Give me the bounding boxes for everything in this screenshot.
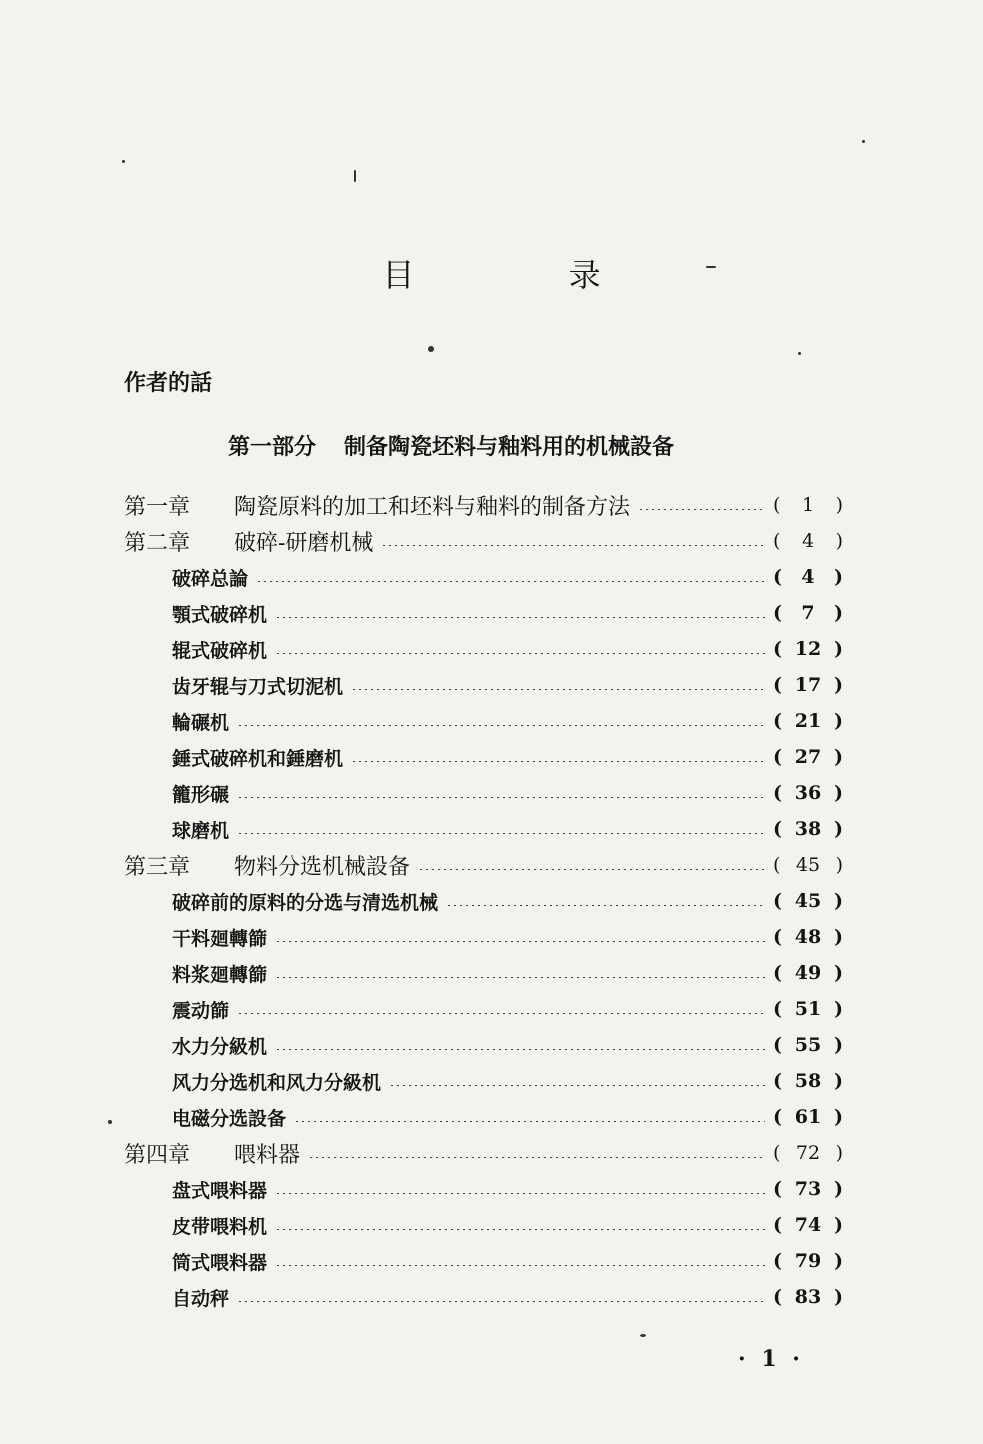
toc-section-row[interactable] xyxy=(172,562,843,592)
chapter-title: 物料分选机械設备 xyxy=(234,854,411,880)
paren-close: ) xyxy=(833,926,843,948)
toc-section-row[interactable] xyxy=(172,958,843,988)
page-number: · 1 · xyxy=(738,1346,804,1372)
paren-open: ( xyxy=(773,674,782,696)
paren-close: ) xyxy=(833,674,843,696)
toc-chapter-row[interactable] xyxy=(124,1138,843,1168)
chapter-number: 第四章 xyxy=(124,1142,191,1168)
dot-leader xyxy=(275,1228,765,1230)
page-reference xyxy=(773,746,843,768)
toc-section-row[interactable] xyxy=(172,1174,843,1204)
paren-open: ( xyxy=(773,890,782,912)
section-title: 自动秤 xyxy=(172,1287,230,1310)
toc-section-row[interactable] xyxy=(172,778,843,808)
paren-close: ) xyxy=(833,1250,843,1272)
section-title: 辊式破碎机 xyxy=(172,639,268,662)
paren-close: ) xyxy=(835,530,843,552)
toc-section-row[interactable] xyxy=(172,1246,843,1276)
scan-speck xyxy=(862,140,865,143)
page-number-value: 48 xyxy=(794,926,822,948)
chapter-number: 第二章 xyxy=(124,530,191,556)
dot-leader xyxy=(351,760,765,762)
page-number-value: 38 xyxy=(794,818,822,840)
toc-section-row[interactable] xyxy=(172,598,843,628)
paren-open: ( xyxy=(773,1106,782,1128)
paren-open: ( xyxy=(773,566,782,588)
paren-open: ( xyxy=(773,1034,782,1056)
scan-speck xyxy=(108,1120,112,1124)
page-reference xyxy=(773,818,843,840)
page-reference xyxy=(773,1070,843,1092)
page-number-value: 72 xyxy=(795,1142,821,1164)
section-title: 筒式喂料器 xyxy=(172,1251,268,1274)
paren-close: ) xyxy=(833,782,843,804)
page-number-value: 4 xyxy=(801,530,815,552)
paren-open: ( xyxy=(773,854,781,876)
paren-open: ( xyxy=(773,818,782,840)
page-reference xyxy=(773,710,843,732)
section-title: 破碎总論 xyxy=(172,567,249,590)
page-reference xyxy=(773,602,843,624)
paren-open: ( xyxy=(773,1250,782,1272)
page-number-value: 21 xyxy=(794,710,822,732)
dot-leader xyxy=(275,652,765,654)
paren-close: ) xyxy=(835,1142,843,1164)
chapter-number: 第一章 xyxy=(124,494,191,520)
dot-leader xyxy=(275,1048,765,1050)
paren-close: ) xyxy=(835,854,843,876)
section-title: 水力分級机 xyxy=(172,1035,268,1058)
preface-heading: 作者的話 xyxy=(124,370,213,396)
scan-speck xyxy=(798,352,801,355)
paren-open: ( xyxy=(773,1070,782,1092)
page-number-value: 74 xyxy=(794,1214,822,1236)
dot-leader xyxy=(275,1264,765,1266)
section-title: 錘式破碎机和錘磨机 xyxy=(172,747,344,770)
paren-open: ( xyxy=(773,926,782,948)
section-title: 料浆廻轉篩 xyxy=(172,963,268,986)
page-reference xyxy=(773,494,843,516)
paren-open: ( xyxy=(773,1214,782,1236)
scan-speck xyxy=(706,266,716,268)
dot-leader xyxy=(389,1084,765,1086)
toc-section-row[interactable] xyxy=(172,922,843,952)
page-number-value: 83 xyxy=(794,1286,822,1308)
paren-open: ( xyxy=(773,638,782,660)
section-title: 震动篩 xyxy=(172,999,230,1022)
dot-leader xyxy=(275,1192,765,1194)
paren-open: ( xyxy=(773,998,782,1020)
paren-close: ) xyxy=(833,566,843,588)
toc-section-row[interactable] xyxy=(172,1066,843,1096)
dot-leader xyxy=(294,1120,765,1122)
chapter-title: 喂料器 xyxy=(234,1142,301,1168)
chapter-title: 陶瓷原料的加工和坯料与釉料的制备方法 xyxy=(234,494,631,520)
toc-section-row[interactable] xyxy=(172,886,843,916)
paren-open: ( xyxy=(773,962,782,984)
paren-close: ) xyxy=(833,1034,843,1056)
page-number-value: 4 xyxy=(801,566,815,588)
paren-open: ( xyxy=(773,746,782,768)
page-number-value: 51 xyxy=(794,998,822,1020)
paren-open: ( xyxy=(773,710,782,732)
section-title: 干料廻轉篩 xyxy=(172,927,268,950)
page-title: 目 录 xyxy=(382,256,673,294)
page-reference xyxy=(773,1214,843,1236)
toc-section-row[interactable] xyxy=(172,1210,843,1240)
page-reference xyxy=(773,962,843,984)
page-number-value: 45 xyxy=(794,890,822,912)
part-label: 第一部分 xyxy=(228,434,317,460)
page-number-value: 36 xyxy=(794,782,822,804)
page-reference xyxy=(773,530,843,552)
paren-close: ) xyxy=(833,818,843,840)
dot-leader xyxy=(237,1300,765,1302)
section-title: 盘式喂料器 xyxy=(172,1179,268,1202)
dot-leader xyxy=(638,508,765,510)
paren-close: ) xyxy=(833,1106,843,1128)
scan-speck xyxy=(428,346,434,352)
paren-open: ( xyxy=(773,494,781,516)
page-reference xyxy=(773,890,843,912)
dot-leader xyxy=(308,1156,765,1158)
paren-close: ) xyxy=(833,998,843,1020)
paren-close: ) xyxy=(833,602,843,624)
dot-leader xyxy=(351,688,765,690)
page-reference xyxy=(773,1250,843,1272)
page-number-value: 12 xyxy=(794,638,822,660)
section-title: 皮带喂料机 xyxy=(172,1215,268,1238)
section-title: 輪碾机 xyxy=(172,711,230,734)
page-reference xyxy=(773,854,843,876)
page-number-value: 55 xyxy=(794,1034,822,1056)
section-title: 破碎前的原料的分选与清选机械 xyxy=(172,891,439,914)
paren-open: ( xyxy=(773,602,782,624)
paren-close: ) xyxy=(833,962,843,984)
page-reference xyxy=(773,1034,843,1056)
paren-close: ) xyxy=(833,638,843,660)
page-reference xyxy=(773,1106,843,1128)
toc-chapter-row[interactable] xyxy=(124,490,843,520)
toc-section-row[interactable] xyxy=(172,1030,843,1060)
page-number-value: 61 xyxy=(794,1106,822,1128)
paren-close: ) xyxy=(833,1070,843,1092)
paren-close: ) xyxy=(833,1286,843,1308)
page-number-value: 79 xyxy=(794,1250,822,1272)
toc-section-row[interactable] xyxy=(172,1102,843,1132)
paren-open: ( xyxy=(773,530,781,552)
dot-leader xyxy=(237,796,765,798)
scan-speck xyxy=(354,170,356,182)
toc-chapter-row[interactable] xyxy=(124,526,843,556)
paren-open: ( xyxy=(773,1286,782,1308)
page-reference xyxy=(773,674,843,696)
page-reference xyxy=(773,1286,843,1308)
page-number-value: 17 xyxy=(794,674,822,696)
scan-speck xyxy=(640,1334,646,1337)
page-number-value: 1 xyxy=(801,494,815,516)
toc-section-row[interactable] xyxy=(172,742,843,772)
page-reference xyxy=(773,1142,843,1164)
section-title: 球磨机 xyxy=(172,819,230,842)
paren-close: ) xyxy=(833,1214,843,1236)
toc-section-row[interactable] xyxy=(172,670,843,700)
paren-close: ) xyxy=(833,710,843,732)
section-title: 齿牙辊与刀式切泥机 xyxy=(172,675,344,698)
dot-leader xyxy=(381,544,765,546)
toc-section-row[interactable] xyxy=(172,1282,843,1312)
section-title: 顎式破碎机 xyxy=(172,603,268,626)
toc-chapter-row[interactable] xyxy=(124,850,843,880)
paren-close: ) xyxy=(833,1178,843,1200)
page-reference xyxy=(773,638,843,660)
dot-leader xyxy=(237,1012,765,1014)
page-number-value: 73 xyxy=(794,1178,822,1200)
dot-leader xyxy=(256,580,765,582)
toc-section-row[interactable] xyxy=(172,634,843,664)
part-title: 制备陶瓷坯料与釉料用的机械設备 xyxy=(344,434,675,460)
paren-close: ) xyxy=(833,890,843,912)
section-title: 电磁分选設备 xyxy=(172,1107,287,1130)
dot-leader xyxy=(275,616,765,618)
page-number-value: 7 xyxy=(801,602,815,624)
toc-section-row[interactable] xyxy=(172,706,843,736)
toc-section-row[interactable] xyxy=(172,814,843,844)
paren-open: ( xyxy=(773,1178,782,1200)
page-reference xyxy=(773,1178,843,1200)
chapter-title: 破碎-研磨机械 xyxy=(234,530,374,556)
dot-leader xyxy=(446,904,765,906)
page-reference xyxy=(773,782,843,804)
dot-leader xyxy=(237,724,765,726)
section-title: 风力分选机和风力分級机 xyxy=(172,1071,382,1094)
part-heading xyxy=(228,430,674,461)
dot-leader xyxy=(275,940,765,942)
page-reference xyxy=(773,926,843,948)
page-number-value: 58 xyxy=(794,1070,822,1092)
paren-close: ) xyxy=(835,494,843,516)
scan-speck xyxy=(122,160,125,163)
page-number-value: 27 xyxy=(794,746,822,768)
page-reference xyxy=(773,566,843,588)
section-title: 籠形碾 xyxy=(172,783,230,806)
page-number-value: 49 xyxy=(794,962,822,984)
dot-leader xyxy=(275,976,765,978)
chapter-number: 第三章 xyxy=(124,854,191,880)
paren-open: ( xyxy=(773,782,782,804)
page-number-value: 45 xyxy=(795,854,821,876)
paren-open: ( xyxy=(773,1142,781,1164)
page-reference xyxy=(773,998,843,1020)
paren-close: ) xyxy=(833,746,843,768)
dot-leader xyxy=(418,868,765,870)
dot-leader xyxy=(237,832,765,834)
toc-section-row[interactable] xyxy=(172,994,843,1024)
